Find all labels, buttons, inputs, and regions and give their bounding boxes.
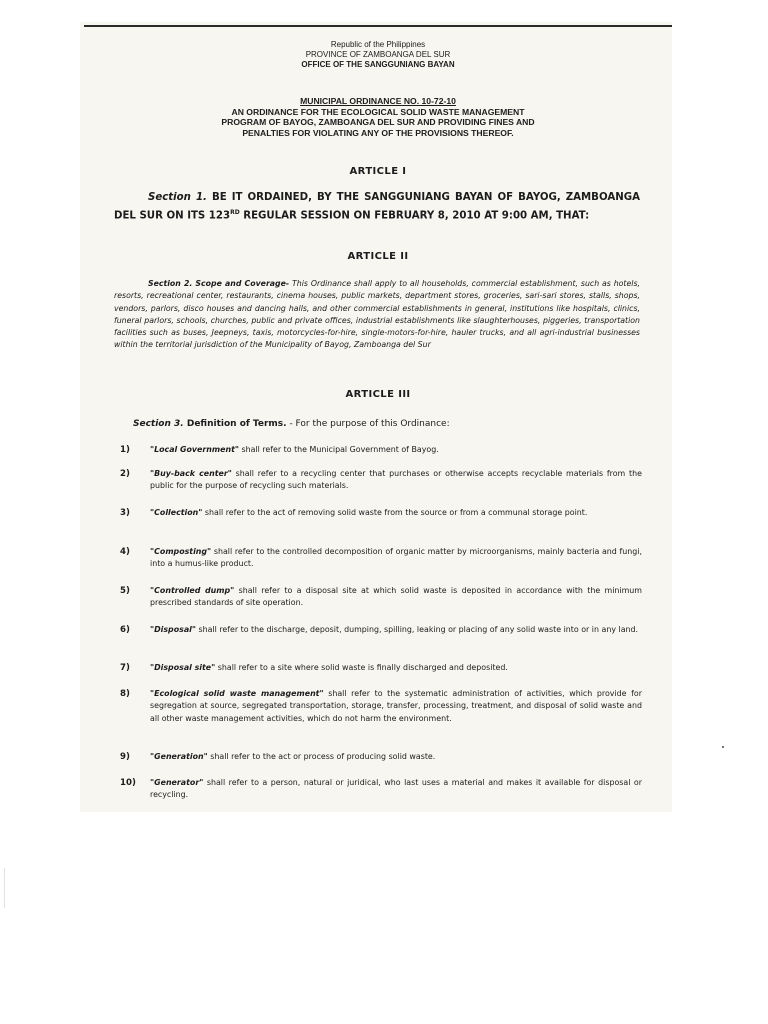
definition-text: shall refer to the act of removing solid waste from the source or from a communal storage point. [202, 508, 588, 517]
definition-item [120, 585, 642, 610]
definition-number: 4) [120, 547, 130, 557]
definition-number: 7) [120, 663, 130, 673]
letterhead [84, 40, 672, 70]
definition-text: shall refer to the systematic administration of activities, which provide for segregation at source, segregated transportation, storage, transfer, processing, treatment, and disposal of solid waste and all other waste management activities, which do not harm the environment. [150, 689, 642, 723]
definition-term: "Local Government" [150, 445, 239, 454]
definition-term: "Composting" [150, 547, 212, 556]
office-line: OFFICE OF THE SANGGUNIANG BAYAN [301, 60, 455, 69]
definition-term: "Controlled dump" [150, 586, 235, 595]
section-1-label: Section 1. [148, 192, 207, 203]
section-3 [133, 418, 633, 430]
definition-item [120, 751, 642, 763]
section-1 [114, 190, 640, 223]
ordinance-title-line: AN ORDINANCE FOR THE ECOLOGICAL SOLID WASTE MANAGEMENT [231, 106, 525, 117]
ordinance-title [84, 96, 672, 138]
definition-number: 3) [120, 508, 130, 518]
definition-text: shall refer to the discharge, deposit, dumping, spilling, leaking or placing of any solid waste into or in any land. [195, 625, 639, 634]
top-rule [84, 25, 672, 27]
section-2-text: This Ordinance shall apply to all households, commercial establishment, such as hotels, resorts, recreational center, restaurants, cinema houses, public markets, department stores, groceries, sari-sari stores, stalls, shops, vendors, parlors, disco houses and dancing halls, and other commercial establishments in general, institutions like hospitals, clinics, funeral parlors, schools, churches, public and private offices, industrial establishments like slaughterhouses, piggeries, transportation facilities such as buses, Jeepneys, taxis, motorcycles-for-hire, single-motors-for-hire, hauler trucks, and all agri-industrial businesses within the territorial jurisdiction of the Municipality of Bayog, Zamboanga del Sur [114, 279, 640, 350]
definition-number: 8) [120, 689, 130, 699]
definition-term: "Generation" [150, 752, 208, 761]
section-3-label: Section 3. [133, 419, 184, 429]
definition-item [120, 444, 642, 456]
definition-text: shall refer to a recycling center that purchases or otherwise accepts recyclable materials from the public for the purpose of recycling such materials. [150, 469, 642, 491]
scan-edge-mark [4, 868, 5, 908]
definition-item [120, 624, 642, 636]
definition-text: shall refer to a person, natural or juridical, who last uses a material and makes it available for disposal or recycling. [150, 778, 642, 800]
definition-number: 6) [120, 625, 130, 635]
article-1-heading: ARTICLE I [349, 166, 407, 177]
section-1-text-end: REGULAR SESSION ON FEBRUARY 8, 2010 AT 9:00 AM, THAT: [239, 210, 590, 222]
section-2 [114, 278, 640, 352]
definition-number: 10) [120, 778, 136, 788]
ordinance-number: MUNICIPAL ORDINANCE NO. 10-72-10 [300, 96, 456, 106]
definition-number: 1) [120, 445, 130, 455]
section-3-title: Definition of Terms. [183, 419, 287, 429]
section-2-label: Section 2. Scope and Coverage- [148, 279, 290, 288]
definition-term: "Collection" [150, 508, 203, 517]
definition-term: "Generator" [150, 778, 204, 787]
republic-line: Republic of the Philippines [330, 40, 426, 49]
definition-text: shall refer to a site where solid waste is finally discharged and deposited. [215, 663, 508, 672]
definition-number: 5) [120, 586, 130, 596]
article-2-heading: ARTICLE II [347, 251, 409, 262]
definition-item [120, 546, 642, 571]
definition-item [120, 507, 642, 519]
province-line: PROVINCE OF ZAMBOANGA DEL SUR [305, 50, 451, 59]
definition-text: shall refer to a disposal site at which solid waste is deposited in accordance with the minimum prescribed standards of site operation. [150, 586, 642, 608]
definition-term: "Buy-back center" [150, 469, 232, 478]
definition-item [120, 662, 642, 674]
definition-text: shall refer to the Municipal Government of Bayog. [239, 445, 439, 454]
definition-number: 9) [120, 752, 130, 762]
definition-term: "Ecological solid waste management" [150, 689, 324, 698]
definition-term: "Disposal site" [150, 663, 216, 672]
definition-item [120, 777, 642, 802]
section-1-text: BE IT ORDAINED, BY THE SANGGUNIANG BAYAN OF BAYOG, ZAMBOANGA DEL SUR ON ITS 123 [114, 192, 640, 222]
definition-text: shall refer to the controlled decomposition of organic matter by microorganisms, mainly bacteria and fungi, into a humus-like product. [150, 547, 642, 569]
section-1-superscript: RD [230, 209, 240, 216]
scan-speck [722, 746, 724, 748]
definition-term: "Disposal" [150, 625, 196, 634]
ordinance-title-line: PROGRAM OF BAYOG, ZAMBOANGA DEL SUR AND PROVIDING FINES AND [221, 117, 535, 127]
section-3-text: - For the purpose of this Ordinance: [286, 419, 450, 429]
definition-number: 2) [120, 469, 130, 479]
article-3-heading: ARTICLE III [345, 389, 411, 400]
definition-item [120, 688, 642, 725]
definition-item [120, 468, 642, 493]
ordinance-title-line: PENALTIES FOR VIOLATING ANY OF THE PROVISIONS THEREOF. [242, 127, 514, 138]
definition-text: shall refer to the act or process of producing solid waste. [207, 752, 436, 761]
